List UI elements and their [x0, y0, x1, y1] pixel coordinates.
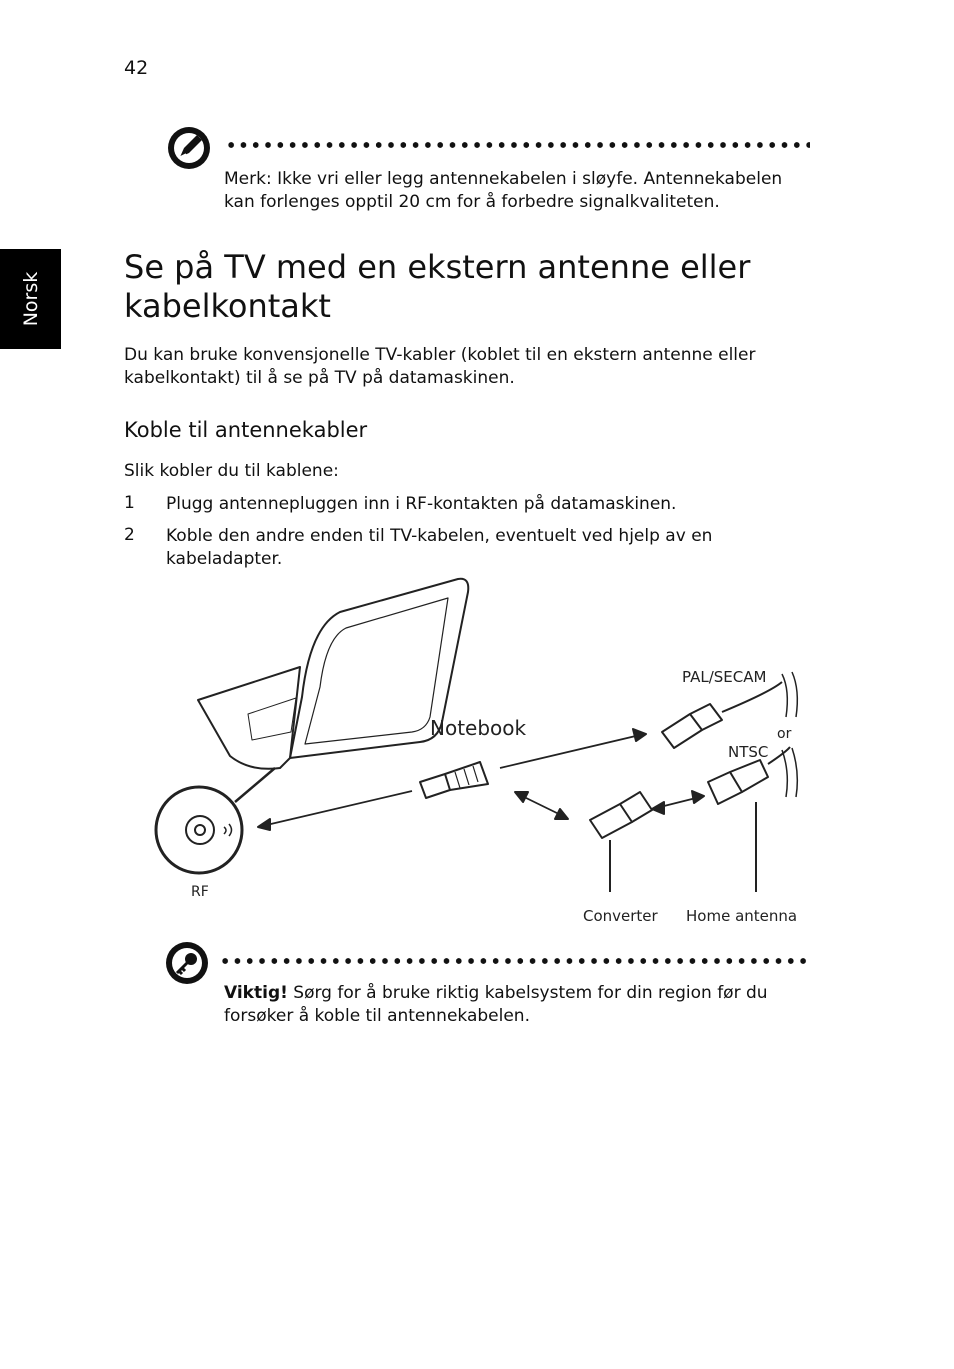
page-number: 42	[124, 57, 149, 79]
step-text: Plugg antennepluggen inn i RF-kontakten på datamaskinen.	[166, 494, 677, 514]
pen-note-icon	[166, 125, 212, 171]
steps-lead: Slik kobler du til kablene:	[124, 461, 339, 481]
important-dotted-rule	[219, 958, 807, 964]
laptop-keyboard	[248, 698, 296, 740]
important-label: Viktig!	[224, 983, 288, 1003]
antenna-connection-diagram	[150, 572, 810, 932]
subsection-heading: Koble til antennekabler	[124, 418, 368, 442]
rf-port-zoom	[156, 787, 242, 873]
key-important-icon	[164, 940, 210, 986]
important-text	[224, 982, 814, 1028]
step-number: 2	[124, 525, 135, 545]
note-text: Merk: Ikke vri eller legg antennekabelen i sløyfe. Antennekabelen kan forlenges opptil 20 cm for å forbedre signalkvaliteten.	[224, 169, 783, 212]
important-body: Sørg for å bruke riktig kabelsystem for din region før du forsøker å koble til antennekabelen.	[224, 983, 768, 1026]
home-antenna-label: Home antenna	[686, 907, 798, 925]
notebook-label: Notebook	[430, 716, 527, 740]
ntsc-label: NTSC	[728, 743, 769, 761]
or-label: or	[777, 726, 792, 742]
step-text: Koble den andre enden til TV-kabelen, eventuelt ved hjelp av en kabeladapter.	[166, 526, 713, 569]
laptop-screen	[305, 598, 448, 744]
step-number: 1	[124, 493, 135, 513]
language-side-tab	[0, 249, 61, 349]
intro-paragraph: Du kan bruke konvensjonelle TV-kabler (koblet til en ekstern antenne eller kabelkontakt) til å se på TV på datamaskinen.	[124, 345, 756, 388]
note-dotted-rule	[225, 142, 810, 148]
converter-label: Converter	[583, 907, 658, 925]
side-tab-label: Norsk	[19, 271, 42, 327]
section-heading: Se på TV med en ekstern antenne eller kabelkontakt	[124, 248, 751, 325]
pal-secam-label: PAL/SECAM	[682, 668, 767, 686]
rf-label: RF	[191, 884, 209, 900]
